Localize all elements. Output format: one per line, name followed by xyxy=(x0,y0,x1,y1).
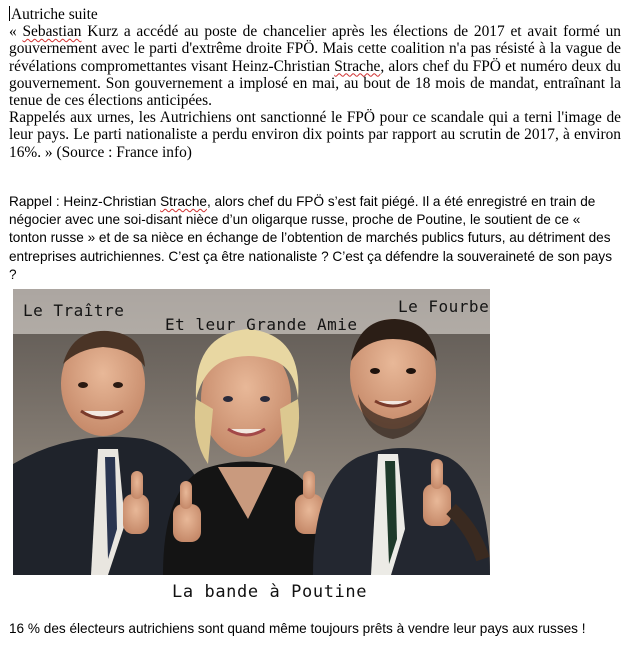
text-cursor xyxy=(9,6,10,21)
label-le-traitre: Le Traître xyxy=(23,301,125,320)
article-title: Autriche suite xyxy=(11,6,98,23)
reminder-text: Rappel : Heinz-Christian Strache, alors chef du FPÖ s’est fait piégé. Il a été enregistré en train de négocier avec une soi-disant nièce d’un oligarque russe, proche de Poutine, le soutient de ce « tonton russe » et de sa nièce en échange de l’obtention de marchés publics futurs, au détriment des entreprises autrichiennes. C’est ça être nationaliste ? C’est ça défendre la souveraineté de son pays ? xyxy=(9,194,613,282)
photo-caption: La bande à Poutine xyxy=(172,582,368,602)
spellcheck-word: Sebastian xyxy=(22,23,82,41)
footer-text: 16 % des électeurs autrichiens sont quand même toujours prêts à vendre leur pays aux russes ! xyxy=(9,621,586,636)
label-le-fourbe: Le Fourbe xyxy=(398,297,490,316)
spellcheck-word: Strache xyxy=(334,57,381,75)
label-grande-amie: Et leur Grande Amie xyxy=(165,315,358,334)
photo xyxy=(13,289,490,575)
article-text xyxy=(9,6,621,161)
spellcheck-word: Strache xyxy=(160,194,207,209)
article-quote: « Sebastian Kurz a accédé au poste de chancelier après les élections de 2017 et avait formé un gouvernement avec le parti d'extrême droite FPÖ. Mais cette coalition n'a pas résisté à la vague de révélations compromettantes visant Heinz-Christian Strache, alors chef du FPÖ et numéro deux du gouvernement. Son gouvernement a implosé en mai, au bout de 18 mois de mandat, entraînant la tenue de ces élections anticipées. xyxy=(9,23,621,110)
article-paragraph-2: Rappelés aux urnes, les Autrichiens ont sanctionné le FPÖ pour ce scandale qui a terni l'image de leur pays. Le parti nationaliste a perdu environ dix points par rapport au scrutin de 2017, à environ 16%. » (Source : France info) xyxy=(9,109,621,161)
